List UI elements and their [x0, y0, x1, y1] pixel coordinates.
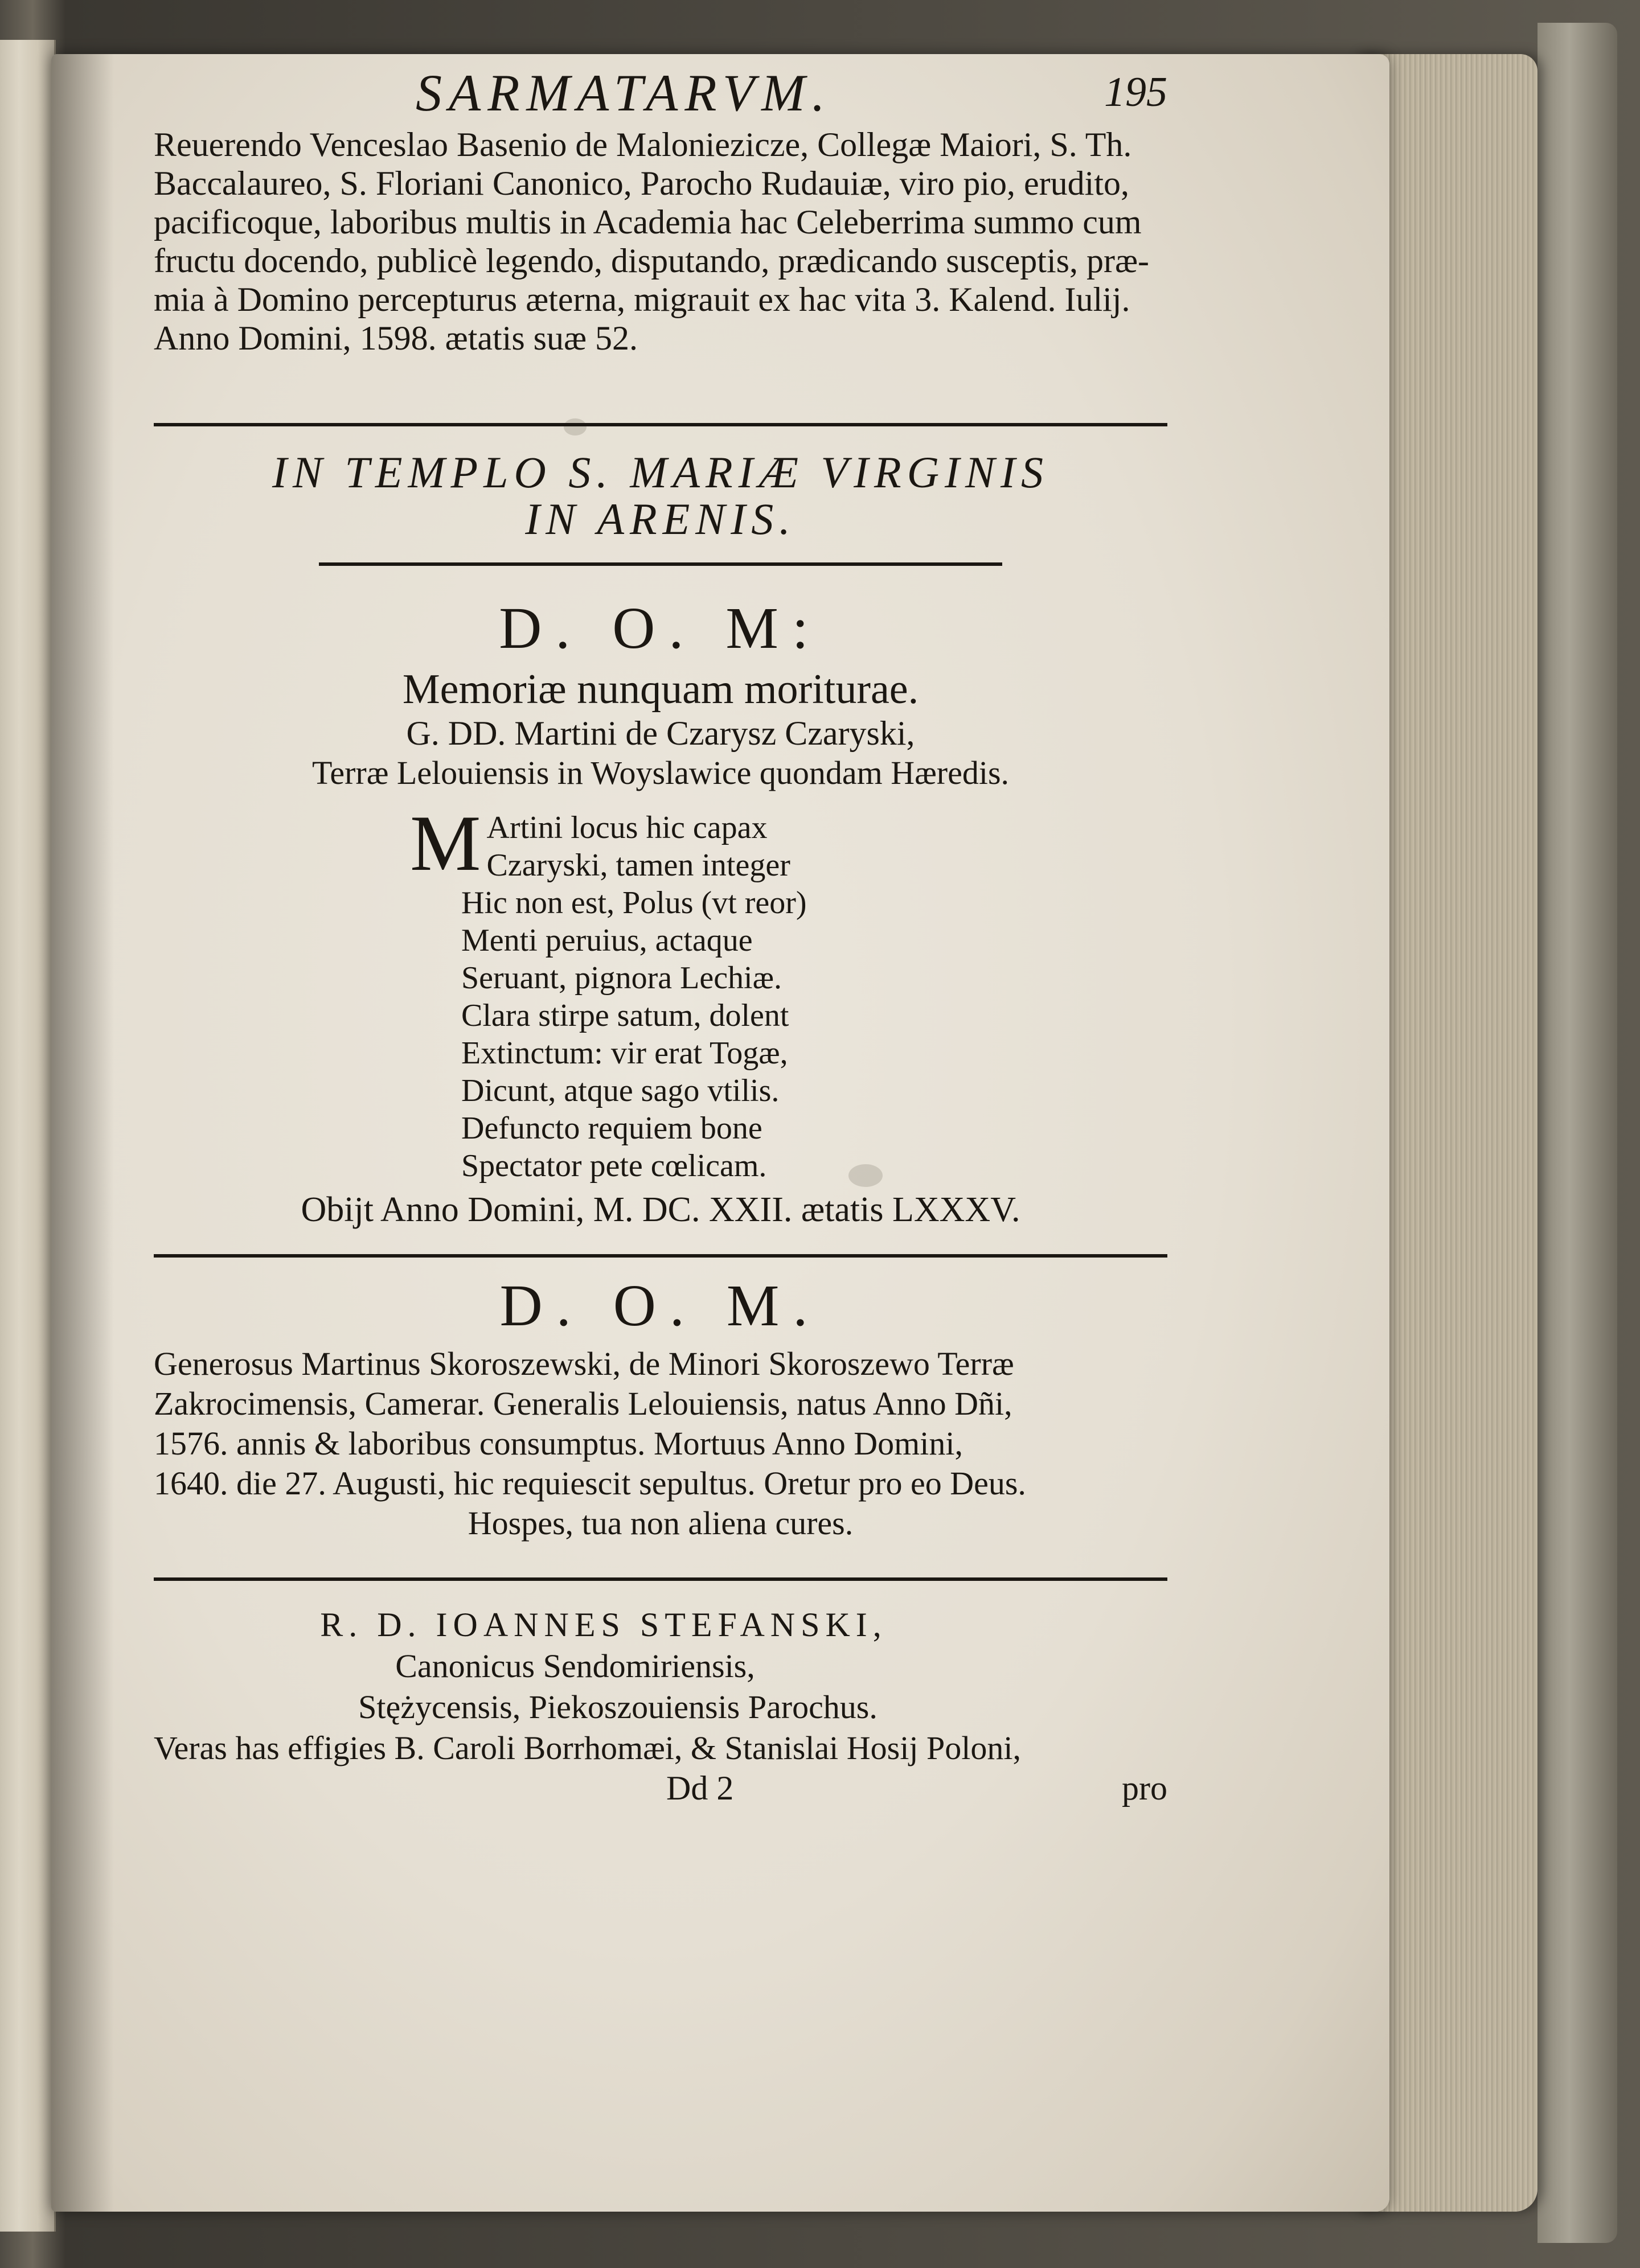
poem-line: Artini locus hic capax	[486, 810, 768, 845]
obiit-line: Obijt Anno Domini, M. DC. XXII. ætatis LXXXV.	[301, 1190, 1020, 1229]
stefanski-name: R. D. IOANNES STEFANSKI,	[320, 1606, 887, 1644]
section-rule	[154, 1254, 1167, 1258]
epitaph-basenius	[154, 125, 1167, 358]
title-line: Terræ Lelouiensis in Woyslawice quondam Hæredis.	[311, 754, 1010, 791]
memoriae-line: Memoriæ nunquam moriturae.	[402, 666, 919, 713]
page-footer	[154, 1769, 1167, 1814]
epitaph-skoroszewski	[154, 1344, 1167, 1503]
dom-heading-2: D. O. M.	[499, 1273, 822, 1338]
section-title	[154, 449, 1167, 543]
poem-line: Menti peruius, actaque	[461, 923, 753, 958]
running-title: SARMATARVM.	[416, 64, 832, 122]
section-rule-short	[319, 562, 1002, 566]
left-page-edge	[0, 40, 56, 2232]
text-line: 1576. annis & laboribus consumptus. Mortuus Anno Domini,	[154, 1425, 963, 1462]
section-rule	[154, 1577, 1167, 1581]
text-line: Baccalaureo, S. Floriani Canonico, Parocho Rudauiæ, viro pio, erudito,	[154, 165, 1129, 202]
text-line: Veras has effigies B. Caroli Borrhomæi, & Stanislai Hosij Poloni,	[154, 1729, 1021, 1766]
drop-cap: M	[410, 799, 481, 888]
signature-mark: Dd 2	[666, 1769, 734, 1807]
stefanski-line	[154, 1728, 1167, 1769]
poem-line: Defuncto requiem bone	[461, 1111, 762, 1146]
poem-line: Dicunt, atque sago vtilis.	[461, 1073, 780, 1108]
text-line: Reuerendo Venceslao Basenio de Maloniezicze, Collegæ Maiori, S. Th.	[154, 126, 1132, 163]
section-rule	[154, 423, 1167, 426]
running-head	[154, 40, 1167, 125]
gutter-shadow	[51, 54, 114, 2212]
poem-line: Hic non est, Polus (vt reor)	[461, 885, 807, 921]
text-line: mia à Domino percepturus æterna, migrauit ex hac vita 3. Kalend. Iulij.	[154, 281, 1130, 318]
text-line: 1640. die 27. Augusti, hic requiescit sepultus. Oretur pro eo Deus.	[154, 1465, 1026, 1502]
page-number: 195	[1104, 69, 1167, 116]
dom-heading: D. O. M:	[499, 595, 822, 661]
name-line: G. DD. Martini de Czarysz Czaryski,	[406, 714, 915, 752]
text-line: fructu docendo, publicè legendo, disputando, prædicando susceptis, præ-	[154, 242, 1149, 280]
section-title-line1: IN TEMPLO S. MARIÆ VIRGINIS	[272, 447, 1049, 497]
poem	[154, 799, 1167, 1185]
poem-line: Clara stirpe satum, dolent	[461, 998, 789, 1033]
stefanski-line: Canonicus Sendomiriensis,	[395, 1647, 755, 1684]
book-cover-edge	[1538, 23, 1617, 2243]
hospes-line: Hospes, tua non aliena cures.	[468, 1505, 854, 1542]
poem-line: Extinctum: vir erat Togæ,	[461, 1036, 788, 1071]
catchword: pro	[1122, 1769, 1167, 1807]
text-line: pacificoque, laboribus multis in Academia hac Celeberrima summo cum	[154, 203, 1142, 241]
text-line: Anno Domini, 1598. ætatis suæ 52.	[154, 319, 638, 357]
page-text	[154, 64, 1167, 1814]
text-line: Generosus Martinus Skoroszewski, de Minori Skoroszewo Terræ	[154, 1345, 1014, 1382]
section-title-line2: IN ARENIS.	[525, 494, 796, 544]
stefanski-line: Stężycensis, Piekoszouiensis Parochus.	[358, 1688, 878, 1725]
poem-line: Seruant, pignora Lechiæ.	[461, 960, 782, 996]
poem-line: Spectator pete cœlicam.	[461, 1148, 767, 1184]
poem-line: Czaryski, tamen integer	[486, 848, 790, 883]
text-line: Zakrocimensis, Camerar. Generalis Lelouiensis, natus Anno Dñi,	[154, 1385, 1012, 1422]
